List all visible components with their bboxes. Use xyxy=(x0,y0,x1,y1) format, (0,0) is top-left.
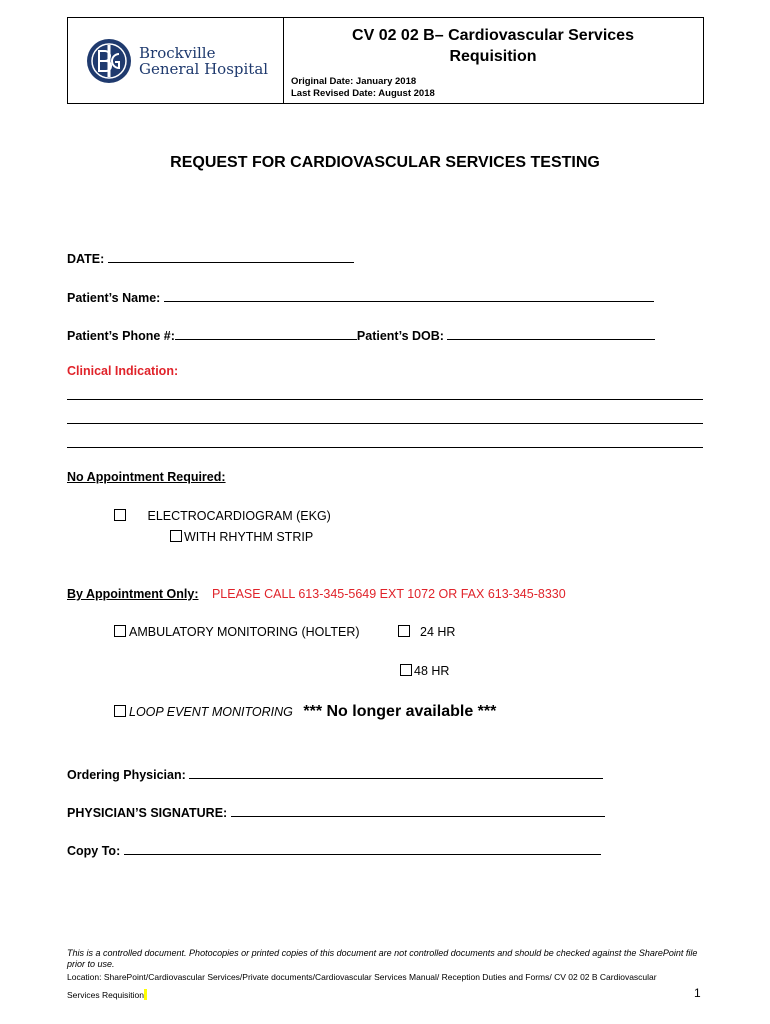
hospital-name xyxy=(139,45,268,77)
clinical-indication-label: Clinical Indication: xyxy=(67,364,179,378)
physician-signature-row xyxy=(67,804,605,820)
clinical-indication-line-1[interactable] xyxy=(67,399,703,400)
not-available-note: *** No longer available *** xyxy=(303,703,497,720)
clinical-indication-line-2[interactable] xyxy=(67,423,703,424)
patient-phone-row xyxy=(67,327,655,343)
ekg-option xyxy=(114,509,331,523)
ordering-physician-label: Ordering Physician: xyxy=(67,768,186,782)
document-title xyxy=(284,25,702,67)
hospital-logo xyxy=(85,35,268,87)
date-label: DATE: xyxy=(67,252,105,266)
rhythm-strip-label: WITH RHYTHM STRIP xyxy=(184,530,314,544)
copy-to-field[interactable] xyxy=(124,842,601,855)
document-header xyxy=(67,17,704,104)
highlight-mark xyxy=(144,989,147,1000)
hr48-checkbox[interactable] xyxy=(400,664,412,676)
patient-dob-field[interactable] xyxy=(447,327,655,340)
date-field[interactable] xyxy=(108,250,354,263)
physician-signature-label: PHYSICIAN’S SIGNATURE: xyxy=(67,806,228,820)
patient-name-row xyxy=(67,289,654,305)
location-line-1: Location: SharePoint/Cardiovascular Services/Private documents/Cardiovascular Services Manual/ Reception Duties and Forms/ CV 02 02 B Cardiovascular xyxy=(67,972,657,982)
patient-phone-field[interactable] xyxy=(175,327,357,340)
controlled-document-note: This is a controlled document. Photocopies or printed copies of this document are not controlled documents and should be checked against the SharePoint file prior to use. xyxy=(67,948,698,969)
holter-label: AMBULATORY MONITORING (HOLTER) xyxy=(129,625,360,639)
page-number: 1 xyxy=(694,986,701,1000)
holter-checkbox[interactable] xyxy=(114,625,126,637)
hr24-label: 24 HR xyxy=(420,625,456,639)
physician-signature-field[interactable] xyxy=(231,804,605,817)
rhythm-strip-checkbox[interactable] xyxy=(170,530,182,542)
page-title: REQUEST FOR CARDIOVASCULAR SERVICES TESTING xyxy=(170,154,600,171)
patient-dob-label: Patient’s DOB: xyxy=(356,329,444,343)
hospital-name-line1: Brockville xyxy=(139,44,216,62)
by-appointment-row xyxy=(67,587,566,601)
patient-phone-label: Patient’s Phone #: xyxy=(67,329,175,343)
call-instructions: PLEASE CALL 613-345-5649 EXT 1072 OR FAX 613-345-8330 xyxy=(211,587,566,601)
hr48-option xyxy=(400,664,449,678)
loop-event-checkbox[interactable] xyxy=(114,705,126,717)
by-appointment-heading: By Appointment Only: xyxy=(67,587,199,601)
ekg-checkbox[interactable] xyxy=(114,509,126,521)
rhythm-strip-option xyxy=(170,530,313,544)
holter-option xyxy=(114,625,360,639)
clinical-indication-line-3[interactable] xyxy=(67,447,703,448)
ordering-physician-field[interactable] xyxy=(189,766,603,779)
hr48-label: 48 HR xyxy=(414,664,450,678)
ordering-physician-row xyxy=(67,766,603,782)
document-title-line2: Requisition xyxy=(449,48,537,65)
copy-to-row xyxy=(67,842,601,858)
no-appointment-heading: No Appointment Required: xyxy=(67,470,226,484)
patient-name-field[interactable] xyxy=(164,289,654,302)
location-line-2: Services Requisition xyxy=(67,990,145,1000)
hr24-option xyxy=(398,625,455,639)
revised-date: Last Revised Date: August 2018 xyxy=(291,88,435,99)
loop-event-label: LOOP EVENT MONITORING xyxy=(129,705,293,719)
location-line-2-wrap xyxy=(67,989,147,1001)
ekg-label: ELECTROCARDIOGRAM (EKG) xyxy=(147,509,331,523)
patient-name-label: Patient’s Name: xyxy=(67,291,161,305)
date-row xyxy=(67,250,354,266)
document-title-line1: CV 02 02 B– Cardiovascular Services xyxy=(352,27,634,44)
document-dates xyxy=(291,76,435,100)
hospital-logo-icon xyxy=(85,37,133,85)
hr24-checkbox[interactable] xyxy=(398,625,410,637)
original-date: Original Date: January 2018 xyxy=(291,76,417,87)
loop-event-option xyxy=(114,703,496,721)
copy-to-label: Copy To: xyxy=(67,844,121,858)
hospital-name-line2: General Hospital xyxy=(139,60,269,78)
